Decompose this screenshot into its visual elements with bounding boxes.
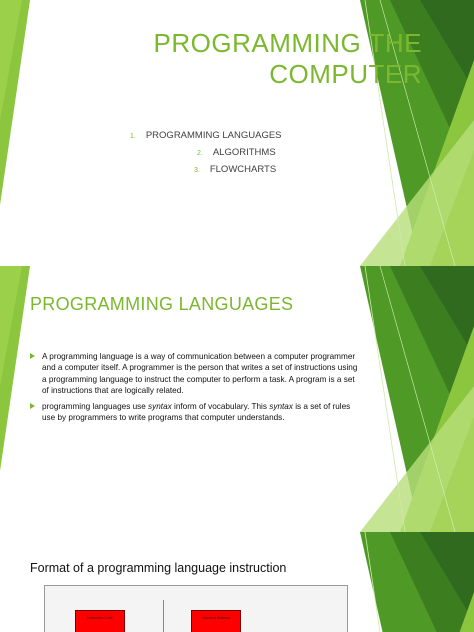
toc-label: ALGORITHMS [212, 147, 276, 158]
section-title: PROGRAMMING LANGUAGES [30, 294, 294, 314]
bullet-item-1: A programming language is a way of communication between a computer programmer and a computer itself. A programmer is the person that writes a set of instructions using a programming language to instruct the computer to perform a task. A program is a set of instructions that are logically related. [30, 351, 362, 396]
title-line-1: PROGRAMMING THE [153, 28, 422, 58]
instruction-code-box: Instruction Code [75, 610, 125, 632]
toc-number: 2. [197, 150, 203, 157]
page-title [154, 28, 422, 90]
diagram-divider [163, 600, 164, 632]
title-line-2: COMPUTER [269, 59, 422, 89]
slide-instruction-format [0, 532, 474, 632]
toc-item-1 [130, 130, 282, 141]
slide-title [0, 0, 474, 266]
slide-programming-languages [0, 266, 474, 532]
toc-number: 3. [194, 167, 200, 174]
bullet-item-2 [30, 401, 362, 424]
section-title: Format of a programming language instruction [30, 561, 287, 575]
bullet-emphasis: syntax [269, 402, 293, 412]
bullet-text: programming languages use [42, 402, 149, 412]
bullet-emphasis: syntax [148, 402, 172, 412]
operand-address-box: Operand Address [191, 610, 241, 632]
toc-label: FLOWCHARTS [209, 164, 277, 175]
toc-item-3 [194, 164, 276, 175]
bullet-list [30, 351, 362, 429]
bullet-text: inform of vocabulary. This [171, 402, 270, 412]
toc-number: 1. [130, 133, 136, 140]
toc-item-2 [197, 147, 276, 158]
toc-label: PROGRAMMING LANGUAGES [145, 130, 282, 141]
instruction-format-diagram [44, 585, 348, 632]
bullet-text: is a set of rules use by programmers to write programs that computer understands. [42, 402, 351, 423]
